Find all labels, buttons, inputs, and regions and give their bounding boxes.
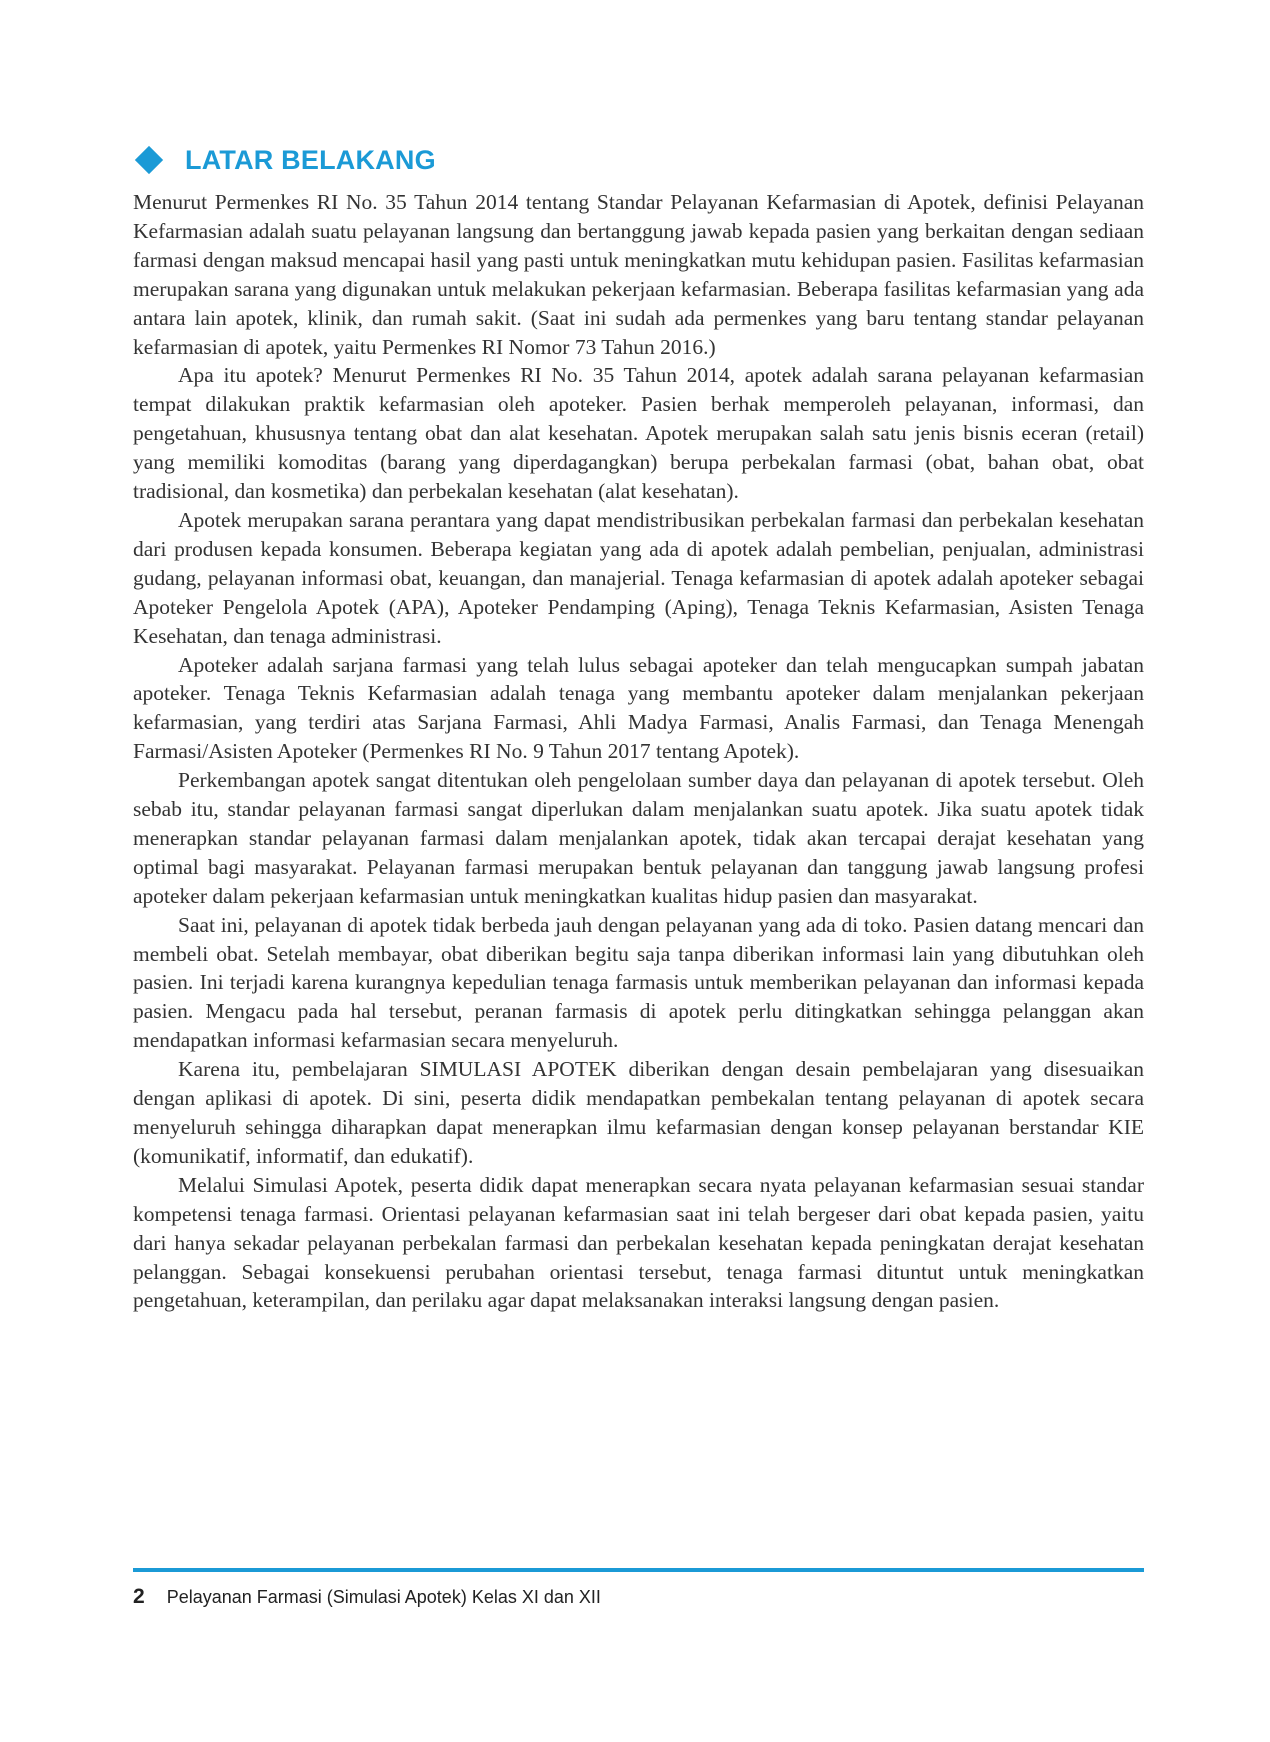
section-title: LATAR BELAKANG [185,144,436,175]
paragraph: Apoteker adalah sarjana farmasi yang telah lulus sebagai apoteker dan telah mengucapkan sumpah jabatan apoteker. Tenaga Teknis Kefarmasian adalah tenaga yang membantu apoteker dalam menjalankan pekerjaan kefarmasian, yang terdiri atas Sarjana Farmasi, Ahli Madya Farmasi, Analis Farmasi, dan Tenaga Menengah Farmasi/Asisten Apoteker (Permenkes RI No. 9 Tahun 2017 tentang Apotek). [133,652,1144,764]
paragraph: Karena itu, pembelajaran SIMULASI APOTEK diberikan dengan desain pembelajaran yang disesuaikan dengan aplikasi di apotek. Di sini, peserta didik mendapatkan pembekalan tentang pelayanan di apotek secara menyeluruh sehingga diharapkan dapat menerapkan ilmu kefarmasian dengan konsep pelayanan berstandar KIE (komunikatif, informatif, dan edukatif). [133,1057,1144,1168]
paragraph: Apa itu apotek? Menurut Permenkes RI No. 35 Tahun 2014, apotek adalah sarana pelayanan kefarmasian tempat dilakukan praktik kefarmasian oleh apoteker. Pasien berhak memperoleh pelayanan, informasi, dan pengetahuan, khususnya tentang obat dan alat kesehatan. Apotek merupakan salah satu jenis bisnis eceran (retail) yang memiliki komoditas (barang yang diperdagangkan) berupa perbekalan farmasi (obat, bahan obat, obat tradisional, dan kosmetika) dan perbekalan kesehatan (alat kesehatan). [133,363,1144,504]
diamond-bullet-icon [135,146,163,174]
section-heading [133,140,436,180]
body-text [133,188,1144,1315]
book-title: Pelayanan Farmasi (Simulasi Apotek) Kelas XI dan XII [166,1586,601,1607]
paragraph: Perkembangan apotek sangat ditentukan oleh pengelolaan sumber daya dan pelayanan di apotek tersebut. Oleh sebab itu, standar pelayanan farmasi sangat diperlukan dalam menjalankan suatu apotek. Jika suatu apotek tidak menerapkan standar pelayanan farmasi dalam menjalankan apotek, tidak akan tercapai derajat kesehatan yang optimal bagi masyarakat. Pelayanan farmasi merupakan bentuk pelayanan dan tanggung jawab langsung profesi apoteker dalam pekerjaan kefarmasian untuk meningkatkan kualitas hidup pasien dan masyarakat. [133,768,1144,908]
paragraph: Apotek merupakan sarana perantara yang dapat mendistribusikan perbekalan farmasi dan perbekalan kesehatan dari produsen kepada konsumen. Beberapa kegiatan yang ada di apotek adalah pembelian, penjualan, administrasi gudang, pelayanan informasi obat, keuangan, dan manajerial. Tenaga kefarmasian di apotek adalah apoteker sebagai Apoteker Pengelola Apotek (APA), Apoteker Pendamping (Aping), Tenaga Teknis Kefarmasian, Asisten Tenaga Kesehatan, dan tenaga administrasi. [133,507,1144,648]
page-footer [133,1582,601,1612]
footer-divider [133,1568,1144,1572]
page-number: 2 [133,1585,145,1608]
paragraph: Menurut Permenkes RI No. 35 Tahun 2014 tentang Standar Pelayanan Kefarmasian di Apotek, definisi Pelayanan Kefarmasian adalah suatu pelayanan langsung dan bertanggung jawab kepada pasien yang berkaitan dengan sediaan farmasi dengan maksud mencapai hasil yang pasti untuk meningkatkan mutu kehidupan pasien. Fasilitas kefarmasian merupakan sarana yang digunakan untuk melakukan pekerjaan kefarmasian. Beberapa fasilitas kefarmasian yang ada antara lain apotek, klinik, dan rumah sakit. (Saat ini sudah ada permenkes yang baru tentang standar pelayanan kefarmasian di apotek, yaitu Permenkes RI Nomor 73 Tahun 2016.) [133,190,1144,359]
paragraph: Melalui Simulasi Apotek, peserta didik dapat menerapkan secara nyata pelayanan kefarmasian sesuai standar kompetensi tenaga farmasi. Orientasi pelayanan kefarmasian saat ini telah bergeser dari obat kepada pasien, yaitu dari hanya sekadar pelayanan perbekalan farmasi dan perbekalan kesehatan kepada peningkatan derajat kesehatan pelanggan. Sebagai konsekuensi perubahan orientasi tersebut, tenaga farmasi dituntut untuk meningkatkan pengetahuan, keterampilan, dan perilaku agar dapat melaksanakan interaksi langsung dengan pasien. [133,1172,1144,1313]
paragraph: Saat ini, pelayanan di apotek tidak berbeda jauh dengan pelayanan yang ada di toko. Pasien datang mencari dan membeli obat. Setelah membayar, obat diberikan begitu saja tanpa diberikan informasi lain yang dibutuhkan oleh pasien. Ini terjadi karena kurangnya kepedulian tenaga farmasis untuk memberikan pelayanan dan informasi kepada pasien. Mengacu pada hal tersebut, peranan farmasis di apotek perlu ditingkatkan sehingga pelanggan akan mendapatkan informasi kefarmasian secara menyeluruh. [133,912,1144,1053]
